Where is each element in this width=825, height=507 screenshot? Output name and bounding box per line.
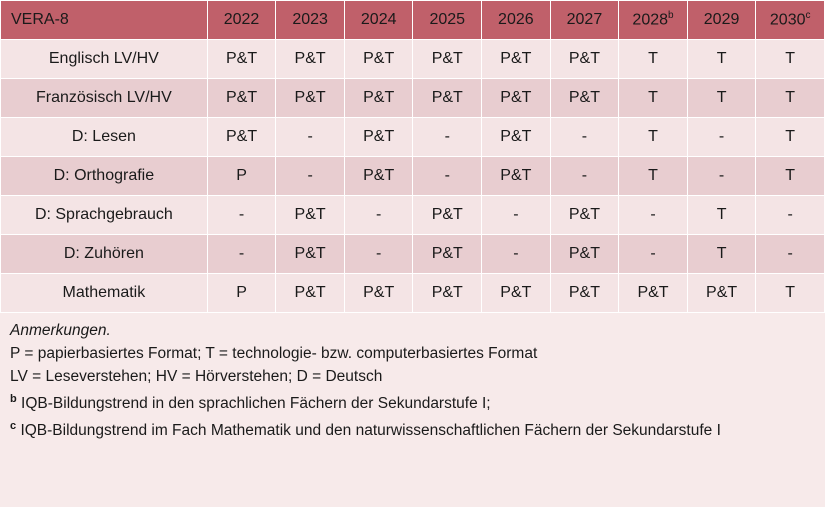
cell-mathematik-2023: P&T <box>276 274 345 313</box>
column-header-2022-label: 2022 <box>223 11 260 28</box>
cell-franzoesisch-2024: P&T <box>344 79 413 118</box>
cell-englisch-2029: T <box>687 40 756 79</box>
cell-d-zuhoeren-2023: P&T <box>276 235 345 274</box>
cell-englisch-2026: P&T <box>482 40 551 79</box>
footnote-c-marker: c <box>10 420 17 433</box>
cell-d-orthografie-2027: - <box>550 157 619 196</box>
cell-d-zuhoeren-2024: - <box>344 235 413 274</box>
cell-d-lesen-2030: T <box>756 118 825 157</box>
table-row <box>1 235 825 274</box>
cell-d-orthografie-2025: - <box>413 157 482 196</box>
column-header-2025 <box>413 1 482 40</box>
table-header <box>1 1 825 40</box>
cell-d-lesen-2027: - <box>550 118 619 157</box>
cell-d-lesen-2024: P&T <box>344 118 413 157</box>
cell-franzoesisch-2029: T <box>687 79 756 118</box>
table-corner-label: VERA-8 <box>1 1 208 40</box>
footnote-b-text: IQB-Bildungstrend in den sprachlichen Fächern der Sekundarstufe I; <box>21 395 491 413</box>
column-header-2026-label: 2026 <box>498 11 534 28</box>
row-label-d-lesen: D: Lesen <box>1 118 208 157</box>
row-label-mathematik: Mathematik <box>1 274 208 313</box>
cell-d-lesen-2022: P&T <box>207 118 276 157</box>
table-row <box>1 40 825 79</box>
column-header-2030-label: 2030 <box>769 11 806 29</box>
cell-franzoesisch-2026: P&T <box>482 79 551 118</box>
cell-englisch-2025: P&T <box>413 40 482 79</box>
cell-d-lesen-2026: P&T <box>482 118 551 157</box>
cell-mathematik-2028: P&T <box>619 274 688 313</box>
notes-heading: Anmerkungen. <box>10 322 111 339</box>
column-header-2023 <box>276 1 345 40</box>
cell-d-zuhoeren-2028: - <box>619 235 688 274</box>
cell-franzoesisch-2022: P&T <box>207 79 276 118</box>
column-header-2030 <box>756 1 825 40</box>
cell-d-sprachgebrauch-2023: P&T <box>276 196 345 235</box>
notes-legend-format: P = papierbasiertes Format; T = technologie- bzw. computerbasiertes Format <box>10 345 538 362</box>
cell-d-lesen-2029: - <box>687 118 756 157</box>
cell-englisch-2022: P&T <box>207 40 276 79</box>
cell-d-sprachgebrauch-2030: - <box>756 196 825 235</box>
table-row <box>1 157 825 196</box>
cell-d-zuhoeren-2029: T <box>687 235 756 274</box>
cell-d-zuhoeren-2027: P&T <box>550 235 619 274</box>
cell-mathematik-2024: P&T <box>344 274 413 313</box>
cell-d-sprachgebrauch-2026: - <box>482 196 551 235</box>
cell-d-orthografie-2022: P <box>207 157 276 196</box>
cell-d-orthografie-2026: P&T <box>482 157 551 196</box>
cell-mathematik-2022: P <box>207 274 276 313</box>
cell-d-orthografie-2024: P&T <box>344 157 413 196</box>
cell-franzoesisch-2027: P&T <box>550 79 619 118</box>
table-row <box>1 274 825 313</box>
cell-d-sprachgebrauch-2024: - <box>344 196 413 235</box>
cell-d-lesen-2028: T <box>619 118 688 157</box>
cell-d-lesen-2025: - <box>413 118 482 157</box>
column-header-2029-label: 2029 <box>703 11 740 28</box>
cell-franzoesisch-2025: P&T <box>413 79 482 118</box>
footnote-b-marker: b <box>10 393 17 405</box>
row-label-franzoesisch: Französisch LV/HV <box>1 79 208 118</box>
cell-d-orthografie-2028: T <box>619 157 688 196</box>
column-header-2026 <box>482 1 551 40</box>
column-header-2027 <box>550 1 619 40</box>
cell-mathematik-2025: P&T <box>413 274 482 313</box>
cell-d-orthografie-2023: - <box>276 157 345 196</box>
row-label-d-sprachgebrauch: D: Sprachgebrauch <box>1 196 208 235</box>
cell-d-zuhoeren-2022: - <box>207 235 276 274</box>
table-header-row <box>1 1 825 40</box>
cell-d-lesen-2023: - <box>276 118 345 157</box>
table-body <box>1 40 825 313</box>
cell-d-sprachgebrauch-2028: - <box>619 196 688 235</box>
cell-franzoesisch-2028: T <box>619 79 688 118</box>
column-header-2024-label: 2024 <box>360 11 397 28</box>
column-header-2024 <box>344 1 413 40</box>
cell-d-zuhoeren-2025: P&T <box>413 235 482 274</box>
table-row <box>1 79 825 118</box>
cell-mathematik-2029: P&T <box>687 274 756 313</box>
table-notes <box>0 313 825 450</box>
footnote-b <box>8 388 817 415</box>
cell-franzoesisch-2023: P&T <box>276 79 345 118</box>
cell-franzoesisch-2030: T <box>756 79 825 118</box>
footnote-c-text: IQB-Bildungstrend im Fach Mathematik und den naturwissenschaftlichen Fächern der Sekundarstufe I <box>20 422 721 440</box>
cell-d-sprachgebrauch-2025: P&T <box>413 196 482 235</box>
cell-mathematik-2027: P&T <box>550 274 619 313</box>
column-header-2028-label: 2028 <box>632 11 669 29</box>
column-header-2027-label: 2027 <box>566 11 603 28</box>
cell-englisch-2023: P&T <box>276 40 345 79</box>
cell-englisch-2030: T <box>756 40 825 79</box>
cell-mathematik-2030: T <box>756 274 825 313</box>
cell-englisch-2024: P&T <box>344 40 413 79</box>
cell-englisch-2027: P&T <box>550 40 619 79</box>
column-header-2023-label: 2023 <box>292 11 328 28</box>
row-label-englisch: Englisch LV/HV <box>1 40 208 79</box>
cell-d-zuhoeren-2030: - <box>756 235 825 274</box>
cell-d-orthografie-2030: T <box>756 157 825 196</box>
column-header-2025-label: 2025 <box>429 11 466 28</box>
cell-d-sprachgebrauch-2029: T <box>687 196 756 235</box>
column-header-2030-footnote-marker: c <box>805 10 811 22</box>
column-header-2028 <box>619 1 688 40</box>
notes-legend-abbreviations: LV = Leseverstehen; HV = Hörverstehen; D = Deutsch <box>10 368 383 385</box>
cell-englisch-2028: T <box>619 40 688 79</box>
column-header-2028-footnote-marker: b <box>668 10 674 22</box>
table-row <box>1 118 825 157</box>
cell-d-sprachgebrauch-2022: - <box>207 196 276 235</box>
cell-d-orthografie-2029: - <box>687 157 756 196</box>
cell-d-zuhoeren-2026: - <box>482 235 551 274</box>
column-header-2022 <box>207 1 276 40</box>
cell-mathematik-2026: P&T <box>482 274 551 313</box>
table-row <box>1 196 825 235</box>
cell-d-sprachgebrauch-2027: P&T <box>550 196 619 235</box>
column-header-2029 <box>687 1 756 40</box>
row-label-d-orthografie: D: Orthografie <box>1 157 208 196</box>
footnote-c <box>8 415 817 442</box>
row-label-d-zuhoeren: D: Zuhören <box>1 235 208 274</box>
